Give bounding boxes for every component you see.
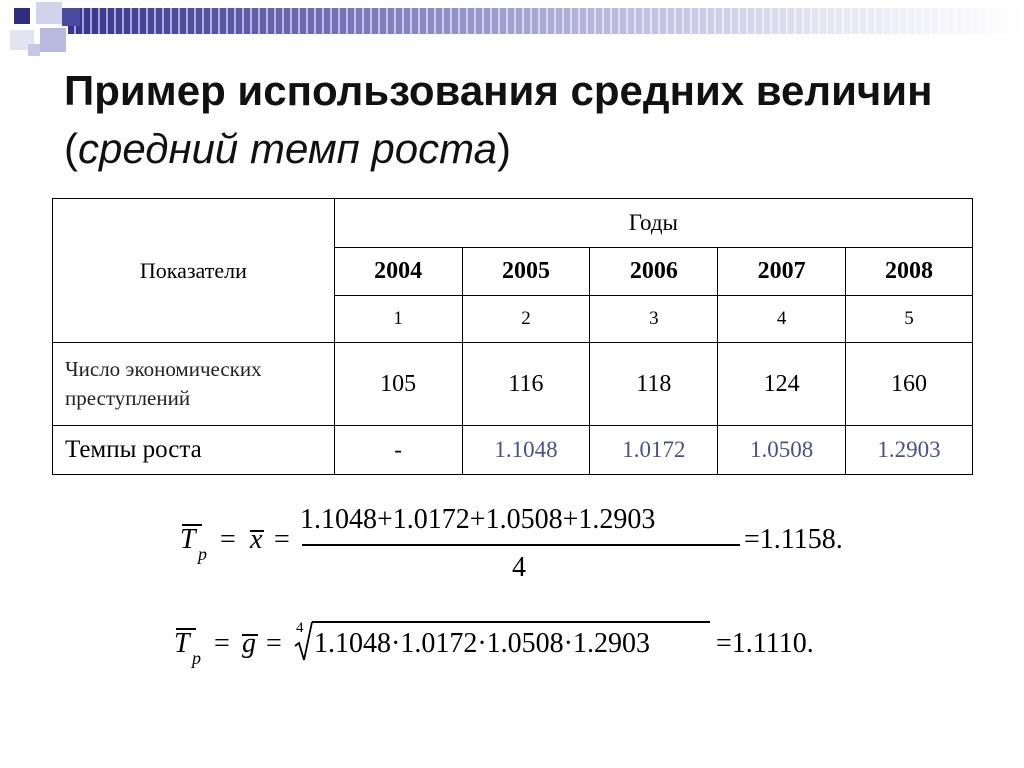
formula-T: T bbox=[174, 628, 190, 659]
deco-square-3 bbox=[40, 28, 66, 52]
formula-equals: = bbox=[220, 524, 236, 555]
formula-result: =1.1110. bbox=[716, 628, 814, 659]
table-row-growth-rates bbox=[53, 426, 973, 475]
formula-result: =1.1158. bbox=[744, 524, 843, 555]
years-header: Годы bbox=[334, 199, 972, 248]
formula-subscript-p: p bbox=[198, 544, 207, 564]
formula-g-bar: g bbox=[242, 628, 256, 659]
year-cell: 2006 bbox=[590, 248, 718, 296]
growth-rate-cell: 1.2903 bbox=[846, 426, 973, 475]
year-cell: 2004 bbox=[334, 248, 462, 296]
header-decoration bbox=[0, 0, 1024, 60]
formula-T: T bbox=[180, 524, 196, 555]
formula-denominator: 4 bbox=[512, 552, 526, 583]
growth-rate-cell: 1.0508 bbox=[718, 426, 846, 475]
title-line-bold bbox=[64, 67, 933, 114]
geometric-mean-formula bbox=[172, 618, 892, 678]
title-paren-close: ) bbox=[497, 125, 511, 172]
table-cell: 105 bbox=[334, 343, 462, 426]
table-cell: 160 bbox=[846, 343, 973, 426]
growth-rate-cell: 1.0172 bbox=[590, 426, 718, 475]
column-number-cell: 2 bbox=[462, 296, 590, 343]
table-cell: - bbox=[334, 426, 462, 475]
growth-rate-table bbox=[52, 198, 973, 475]
root-index: 4 bbox=[296, 620, 304, 636]
column-number-cell: 5 bbox=[846, 296, 973, 343]
formula-equals: = bbox=[266, 628, 282, 659]
table-cell: 118 bbox=[590, 343, 718, 426]
header-bar-pattern bbox=[68, 8, 1024, 34]
column-number-cell: 4 bbox=[718, 296, 846, 343]
formula-equals: = bbox=[274, 524, 290, 555]
table-row-crimes bbox=[53, 343, 973, 426]
title-paren-text: средний темп роста bbox=[78, 125, 497, 172]
arithmetic-mean-formula bbox=[178, 502, 898, 602]
year-cell: 2007 bbox=[718, 248, 846, 296]
deco-square-2 bbox=[36, 2, 62, 24]
formula-numerator: 1.1048+1.0172+1.0508+1.2903 bbox=[300, 504, 656, 535]
indicators-header: Показатели bbox=[53, 199, 335, 343]
fraction-bar bbox=[302, 544, 740, 546]
slide-title bbox=[64, 62, 964, 178]
year-cell: 2008 bbox=[846, 248, 973, 296]
column-number-cell: 3 bbox=[590, 296, 718, 343]
deco-square-4 bbox=[62, 8, 80, 26]
radical-bar bbox=[312, 621, 710, 623]
row-label-crimes: Число экономических преступлений bbox=[53, 343, 335, 426]
radical-sign-icon bbox=[294, 620, 314, 664]
title-bold-text: Пример использования средних величин bbox=[64, 67, 933, 114]
column-number-cell: 1 bbox=[334, 296, 462, 343]
table-cell: 124 bbox=[718, 343, 846, 426]
formula-radicand: 1.1048·1.0172·1.0508·1.2903 bbox=[314, 628, 650, 659]
table-cell: 116 bbox=[462, 343, 590, 426]
formula-subscript-p: p bbox=[192, 648, 201, 668]
deco-square-1 bbox=[14, 8, 30, 24]
row-label-growth-rates: Темпы роста bbox=[53, 426, 335, 475]
growth-rate-cell: 1.1048 bbox=[462, 426, 590, 475]
formula-x-bar: x bbox=[250, 524, 263, 555]
title-paren-open: ( bbox=[64, 125, 78, 172]
year-cell: 2005 bbox=[462, 248, 590, 296]
deco-square-6 bbox=[28, 44, 40, 56]
table-header-row bbox=[53, 199, 973, 248]
formula-equals: = bbox=[214, 628, 230, 659]
